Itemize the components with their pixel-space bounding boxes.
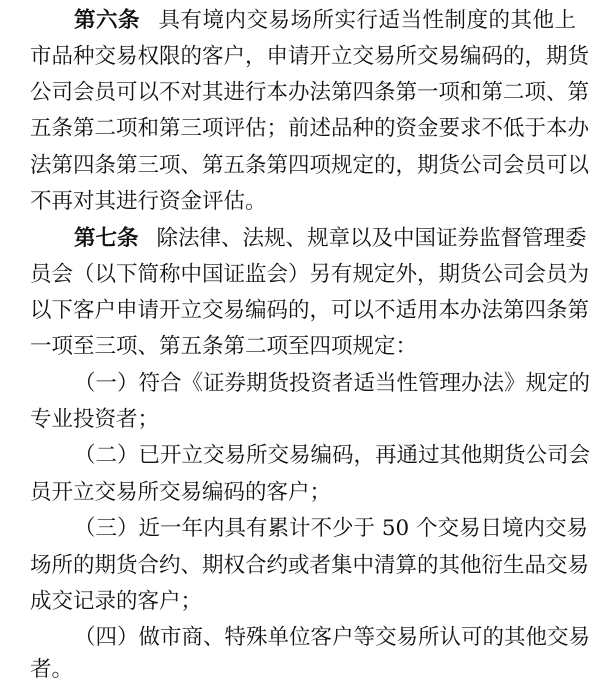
article-6-line-5: 法第四条第三项、第五条第四项规定的，期货公司会员可以 (30, 153, 590, 178)
article-6-line-4: 五条第二项和第三项评估；前述品种的资金要求不低于本办 (30, 116, 590, 141)
item-1-line-1: （一）符合《证券期货投资者适当性管理办法》规定的 (74, 371, 591, 396)
item-2-line-2: 员开立交易所交易编码的客户； (30, 480, 332, 505)
article-7-line-4: 一项至三项、第五条第二项至四项规定： (30, 334, 418, 359)
article-6-line-1: 第六条 具有境内交易场所实行适当性制度的其他上 (74, 8, 576, 33)
article-7-heading: 第七条 (74, 226, 139, 251)
item-3-line-3: 成交记录的客户； (30, 589, 203, 614)
item-4-line-1: （四）做市商、特殊单位客户等交易所认可的其他交易 (74, 625, 591, 650)
article-7-line-2: 员会（以下简称中国证监会）另有规定外，期货公司会员为 (30, 262, 590, 287)
item-2-line-1: （二）已开立交易所交易编码，再通过其他期货公司会 (74, 443, 591, 468)
item-3-line-1: （三）近一年内具有累计不少于 50 个交易日境内交易 (74, 516, 589, 541)
article-6-heading: 第六条 (74, 8, 140, 33)
article-7-line-1: 第七条 除法律、法规、规章以及中国证券监督管理委 (74, 226, 587, 251)
article-6-line-6: 不再对其进行资金评估。 (30, 189, 267, 214)
item-1-line-2: 专业投资者； (30, 407, 160, 432)
item-4-line-2: 者。 (30, 657, 74, 682)
item-3-line-2: 场所的期货合约、期权合约或者集中清算的其他衍生品交易 (30, 553, 590, 578)
article-6-line-3: 公司会员可以不对其进行本办法第四条第一项和第二项、第 (30, 80, 590, 105)
article-7-line-3: 以下客户申请开立交易编码的，可以不适用本办法第四条第 (30, 298, 590, 323)
article-6-line-2: 市品种交易权限的客户，申请开立交易所交易编码的，期货 (30, 44, 590, 69)
